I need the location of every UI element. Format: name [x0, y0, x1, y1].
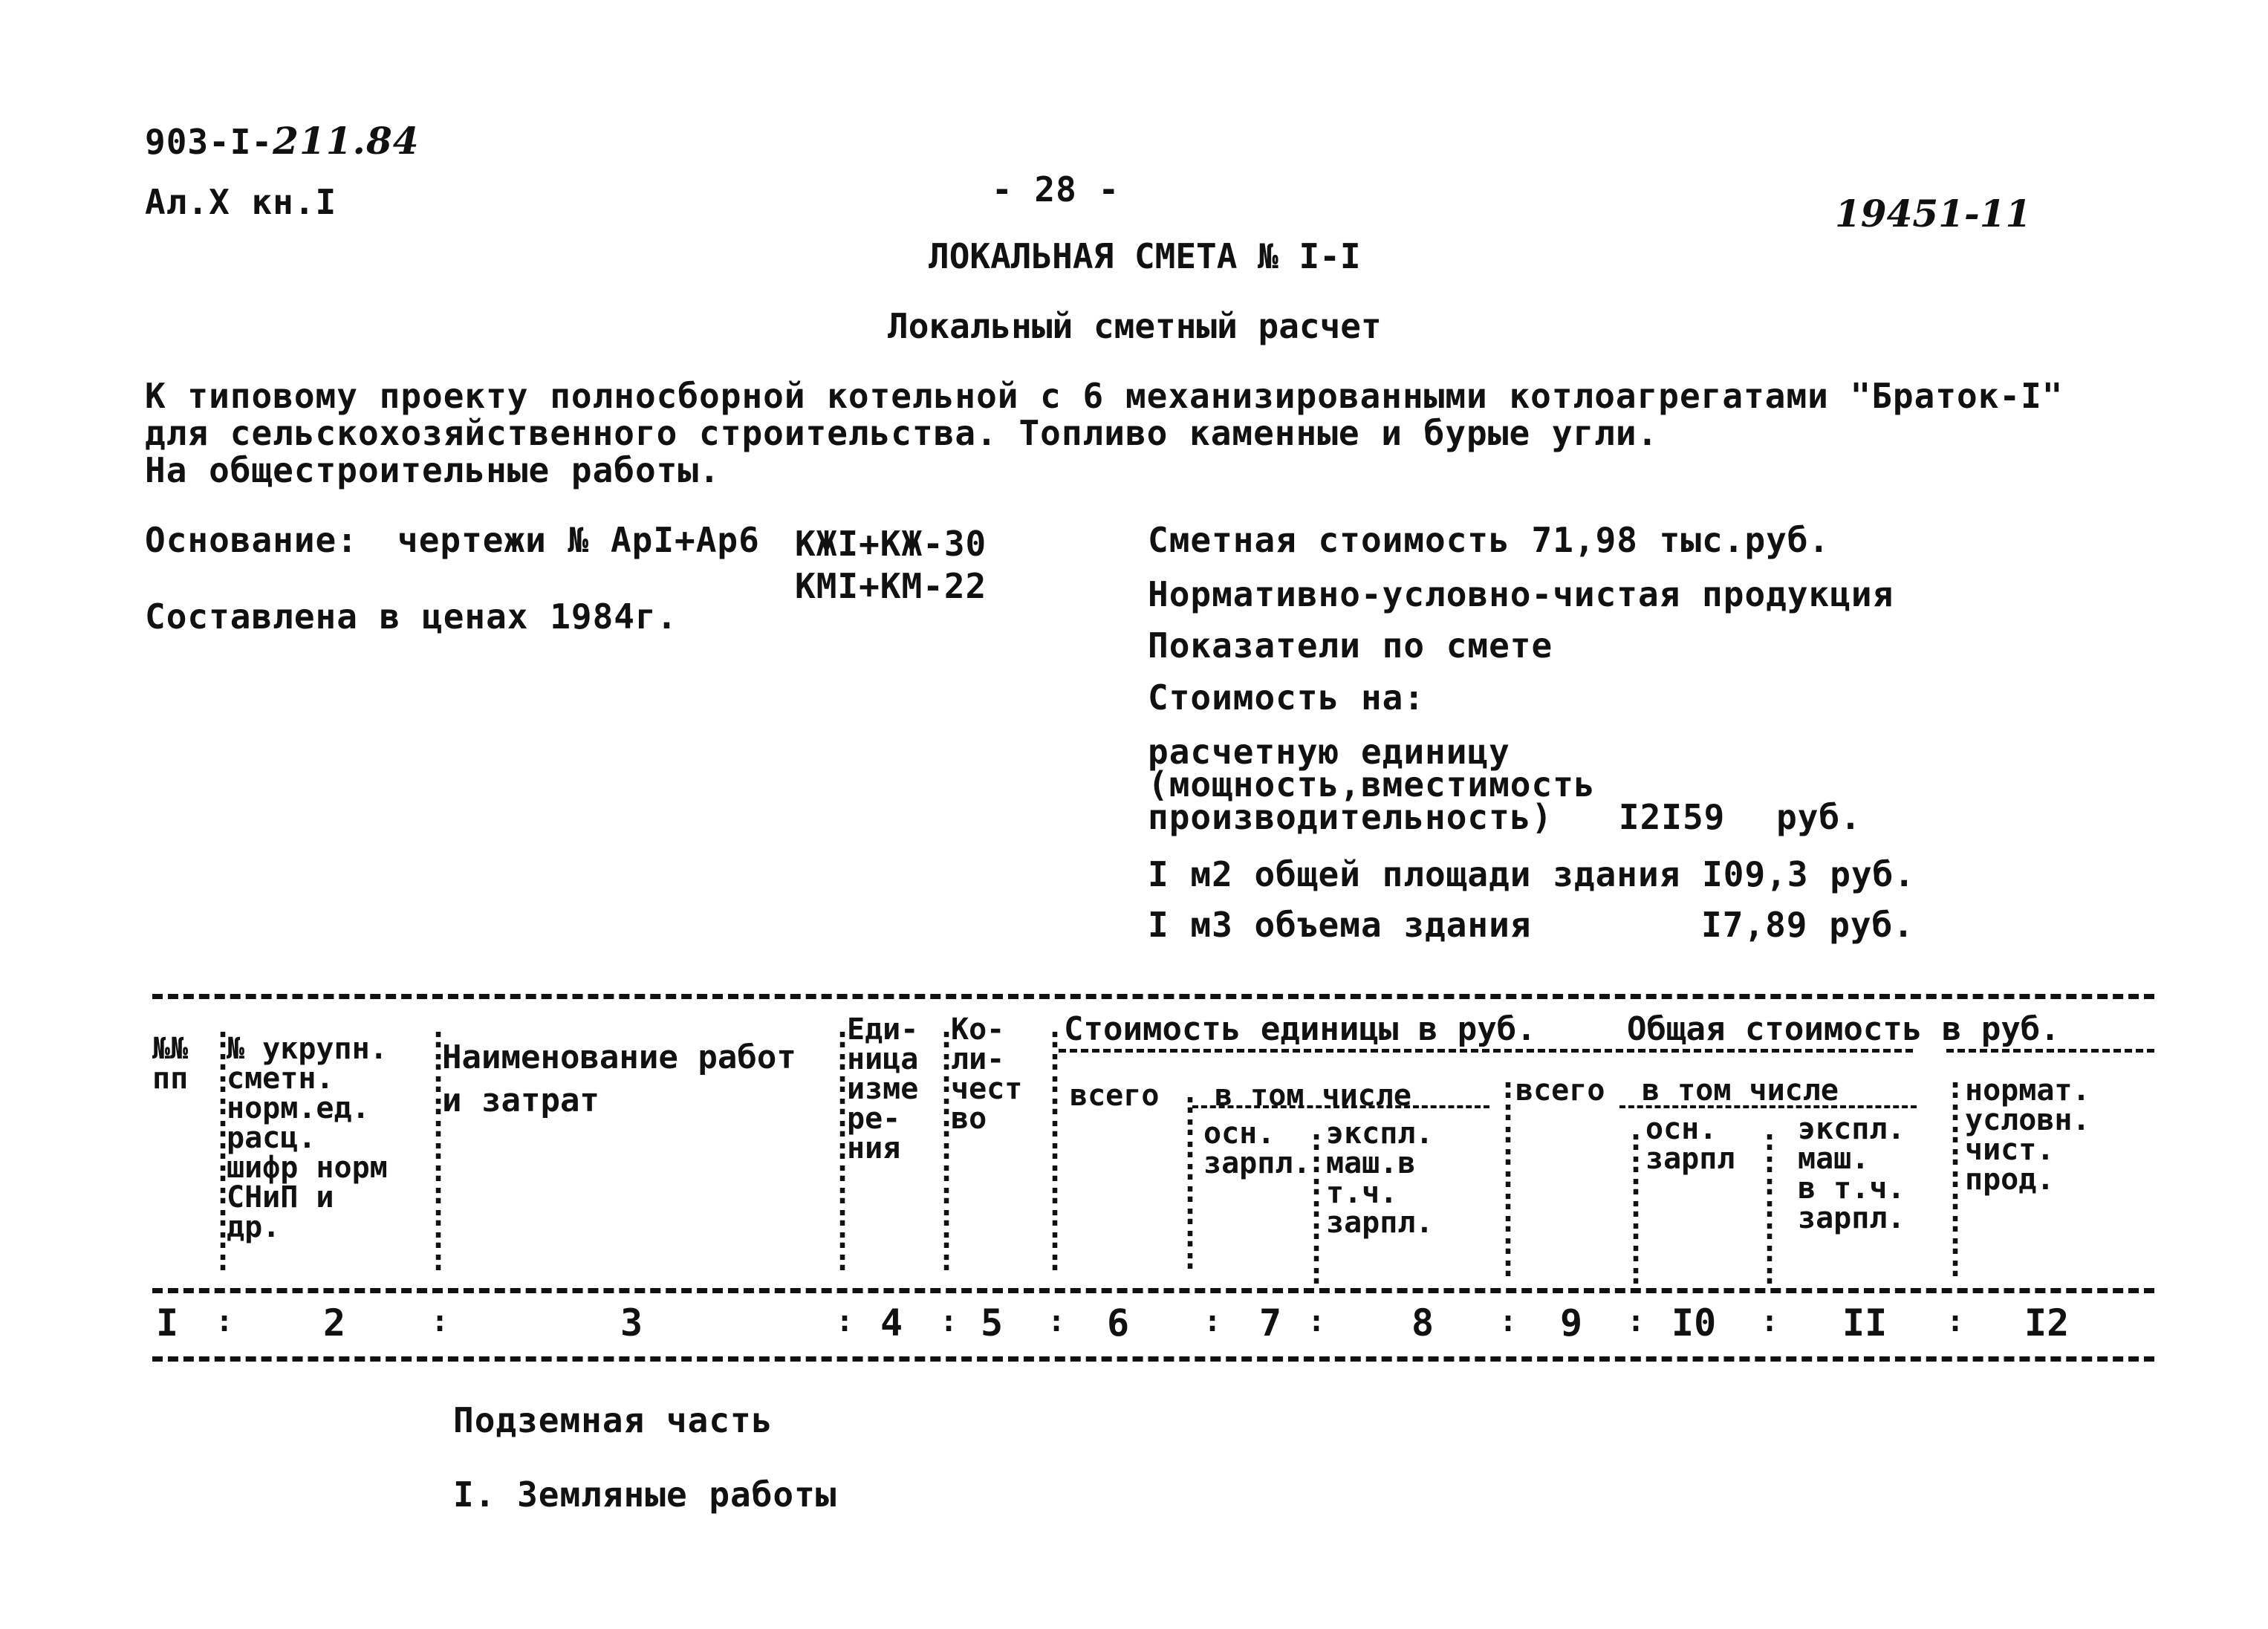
header-col11: экспл. маш. в т.ч. зарпл.	[1798, 1112, 1905, 1235]
column-separator: : : : : : : : :	[1181, 1086, 1200, 1276]
unit-line: расчетную единицу	[1148, 732, 1510, 772]
column-number: 2	[323, 1301, 346, 1345]
column-separator: : : : : : : : : :	[1946, 1071, 1965, 1284]
section-heading: I. Земляные работы	[453, 1474, 837, 1515]
header-col9: всего	[1515, 1073, 1605, 1108]
basis-kzh: КЖI+КЖ-30	[795, 524, 987, 564]
doc-code-printed: 903-I-	[145, 122, 273, 162]
unit-currency: руб.	[1776, 797, 1862, 837]
header-col8: экспл. маш.в т.ч. зарпл.	[1326, 1116, 1434, 1240]
volume-value: I7,89	[1701, 905, 1808, 945]
column-separator: : : : : : : : : : : :	[1046, 1021, 1065, 1278]
description-line: К типовому проекту полносборной котельной с 6 механизированными котлоагрегатами "Браток-I"	[145, 376, 2064, 416]
header-total-cost-group: Общая стоимость в руб.	[1627, 1010, 2060, 1048]
doc-code	[145, 119, 420, 163]
column-separator: : : : : : : :	[1761, 1123, 1779, 1291]
header-col2: № укрупн. сметн. норм.ед. расц. шифр норм СНиП и др.	[227, 1032, 388, 1244]
header-col3: Наименование работ и затрат	[442, 1038, 796, 1119]
unit-cost-subrule	[1059, 1049, 1913, 1059]
column-number: 5	[981, 1301, 1004, 1345]
header-col12: нормат. условн. чист. прод.	[1965, 1073, 2090, 1197]
basis-label: Основание:	[145, 520, 358, 560]
header-col6: всего	[1070, 1079, 1160, 1113]
volume-label: I м3 объема здания	[1148, 905, 1532, 945]
description-line: На общестроительные работы.	[145, 450, 721, 490]
column-number: II	[1842, 1301, 1888, 1345]
column-separator: : : : : : : :	[1307, 1123, 1326, 1291]
unit-line	[1148, 797, 1862, 837]
area-value: I09,3	[1702, 854, 1809, 894]
header-unit-cost-group: Стоимость единицы в руб.	[1064, 1010, 1536, 1048]
reference-number: 19451-11	[1835, 192, 2032, 235]
column-number: 9	[1560, 1301, 1583, 1345]
column-separator: :	[1761, 1304, 1779, 1339]
column-separator: : : : : : : : : : : :	[214, 1021, 233, 1278]
header-incl-2: в том числе	[1642, 1073, 1839, 1108]
header-incl-1: в том числе	[1215, 1079, 1411, 1113]
column-separator: :	[431, 1304, 449, 1339]
area-cost	[1148, 854, 1915, 894]
unit-value: I2I59	[1618, 797, 1726, 837]
description-line: для сельскохозяйственного строительства. Топливо каменные и бурые угли.	[145, 413, 1659, 453]
column-number: 3	[620, 1301, 643, 1345]
header-col1: №№ пп	[152, 1032, 189, 1096]
cost-per-heading: Стоимость на:	[1148, 677, 1426, 718]
column-separator: :	[1499, 1304, 1518, 1339]
header-col10: осн. зарпл	[1645, 1112, 1735, 1176]
volume-value-wrap	[1701, 905, 1914, 945]
column-number: 8	[1411, 1301, 1434, 1345]
column-separator: :	[1946, 1304, 1965, 1339]
header-col7: осн. зарпл.	[1203, 1116, 1311, 1180]
unit-label: производительность)	[1148, 797, 1553, 837]
column-separator: : : : : : : : : : : :	[938, 1021, 956, 1278]
estimated-cost: Сметная стоимость 71,98 тыс.руб.	[1148, 520, 1830, 560]
volume-cost	[1148, 905, 1532, 945]
column-number: I	[156, 1301, 179, 1345]
column-separator: : : : : : : :	[1627, 1123, 1645, 1291]
column-number: I0	[1671, 1301, 1717, 1345]
estimate-title: ЛОКАЛЬНАЯ СМЕТА № I-I	[929, 236, 1361, 276]
project-description	[145, 377, 2064, 489]
table-top-rule	[152, 994, 2154, 1005]
table-header-rule	[152, 1288, 2154, 1299]
column-number: 7	[1259, 1301, 1282, 1345]
header-col4: Еди- ница изме ре- ния	[847, 1012, 919, 1165]
prices-year: Составлена в ценах 1984г.	[145, 596, 678, 637]
area-currency: руб.	[1830, 854, 1916, 894]
column-number: 6	[1107, 1301, 1130, 1345]
column-separator: : : : : : : : : : : :	[834, 1021, 852, 1278]
normative-product: Нормативно-условно-чистая продукция	[1148, 574, 1894, 614]
estimate-subtitle: Локальный сметный расчет	[888, 306, 1382, 346]
column-separator: :	[1627, 1304, 1645, 1339]
indicators-heading: Показатели по смете	[1148, 625, 1553, 666]
column-number: 4	[880, 1301, 903, 1345]
section-part: Подземная часть	[453, 1400, 773, 1440]
table-bottom-rule	[152, 1356, 2154, 1368]
header-col5: Ко- ли- чест во	[951, 1012, 1023, 1136]
column-separator: : : : : : : : : : : :	[429, 1021, 448, 1278]
doc-code-handwritten: 211.84	[273, 119, 420, 163]
album-label: Ал.Х кн.I	[145, 182, 337, 222]
area-label: I м2 общей площади здания	[1148, 854, 1681, 894]
unit-cost-block	[1148, 732, 1862, 837]
total-cost-subrule	[1946, 1049, 2154, 1059]
column-number: I2	[2024, 1301, 2070, 1345]
column-separator: :	[1307, 1304, 1326, 1339]
volume-currency: руб.	[1829, 905, 1914, 945]
column-separator: :	[1203, 1304, 1222, 1339]
column-separator: : : : : : : : : :	[1499, 1071, 1518, 1284]
column-separator: :	[215, 1304, 234, 1339]
page-number: - 28 -	[992, 169, 1120, 209]
column-separator: :	[940, 1304, 958, 1339]
basis-km: КМI+КМ-22	[795, 566, 987, 606]
basis-drawings: чертежи № АрI+Ар6	[397, 520, 760, 560]
column-separator: :	[1047, 1304, 1066, 1339]
unit-line: (мощность,вместимость	[1148, 764, 1596, 804]
column-separator: :	[836, 1304, 854, 1339]
